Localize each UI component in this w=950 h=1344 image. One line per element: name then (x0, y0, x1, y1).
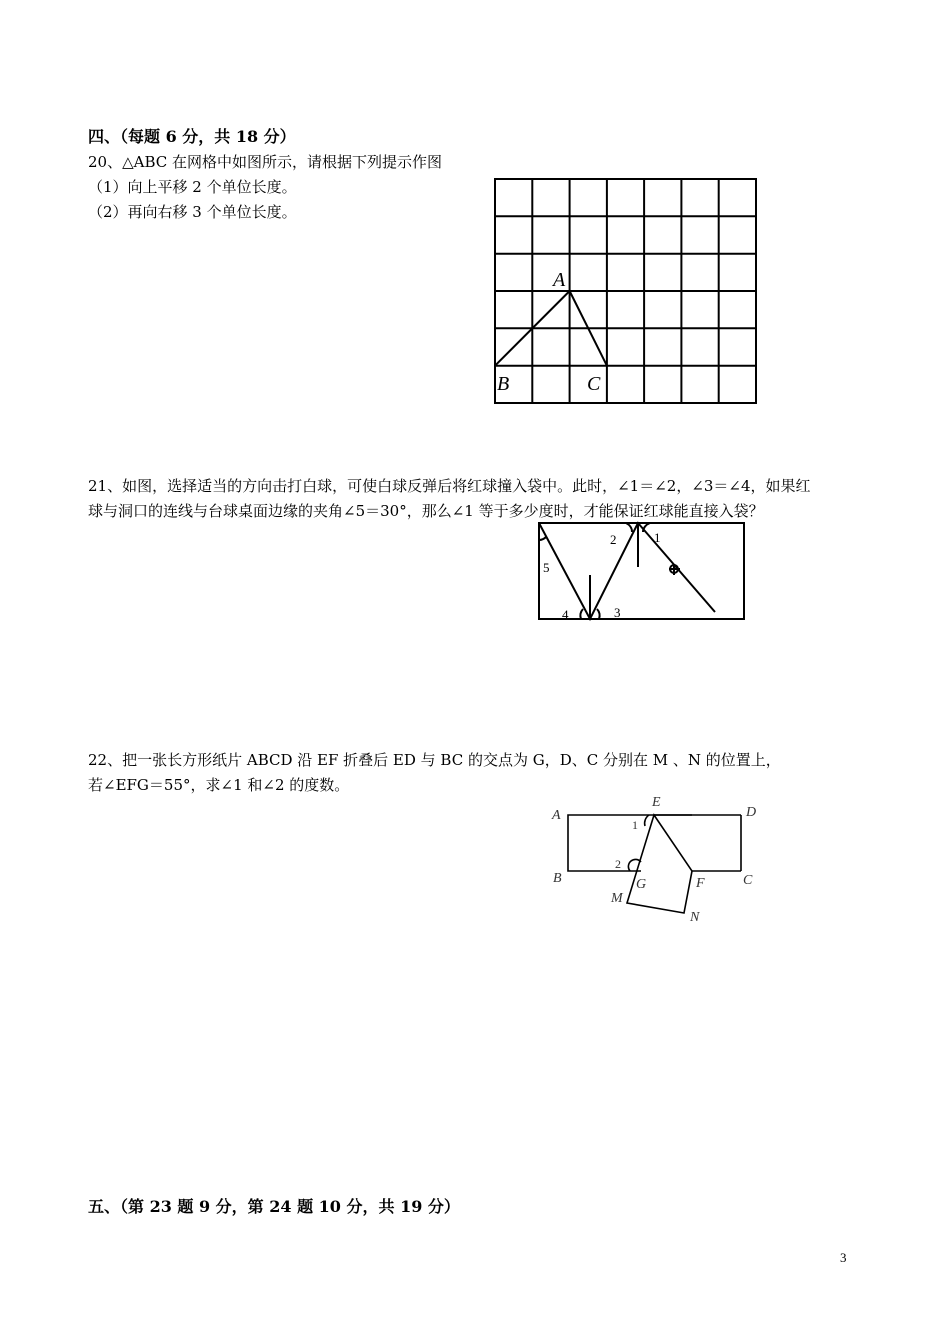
point-m: M (611, 891, 623, 906)
page-number: 3 (840, 1250, 847, 1265)
label-c: C (587, 373, 601, 395)
arc-3 (597, 609, 600, 619)
q20-grid-figure (490, 172, 765, 412)
section-5-heading: 五、（第 23 题 9 分，第 24 题 10 分，共 19 分） (88, 1197, 460, 1216)
q22-line2: 若∠EFG＝55°，求∠1 和∠2 的度数。 (88, 776, 350, 794)
q20-step2: （2）再向右移 3 个单位长度。 (88, 203, 297, 221)
label-a: A (553, 269, 566, 291)
arc-2 (626, 523, 632, 532)
point-f: F (696, 876, 705, 891)
angle-1-label: 1 (654, 530, 661, 545)
q21-line2: 球与洞口的连线与台球桌面边缘的夹角∠5＝30°，那么∠1 等于多少度时，才能保证红球能直接入袋？ (88, 502, 764, 520)
point-e: E (652, 795, 661, 810)
q20-stem: 20、△ABC 在网格中如图所示，请根据下列提示作图 (88, 153, 443, 171)
arc-4 (580, 609, 583, 619)
arc-angle-1 (645, 815, 649, 826)
point-a: A (552, 808, 561, 823)
ball-path (539, 523, 715, 619)
q22-line1: 22、把一张长方形纸片 ABCD 沿 EF 折叠后 ED 与 BC 的交点为 G，D、C 分别在 M 、N 的位置上， (88, 751, 781, 769)
q22-fold-figure (545, 790, 765, 925)
section-4-heading: 四、（每题 6 分，共 18 分） (88, 127, 296, 146)
point-n: N (690, 910, 700, 925)
angle-2-label: 2 (610, 532, 617, 547)
grid-lines (495, 179, 756, 403)
angle-4-label: 4 (562, 607, 569, 622)
angle-5-label: 5 (543, 560, 550, 575)
q21-line1: 21、如图，选择适当的方向击打白球，可使白球反弹后将红球撞入袋中。此时，∠1＝∠2，∠3＝∠4，如果红 (88, 477, 811, 495)
q20-step1: （1）向上平移 2 个单位长度。 (88, 178, 297, 196)
point-g: G (636, 877, 647, 892)
angle-2-label: 2 (615, 857, 621, 871)
point-c: C (743, 873, 753, 888)
arc-5 (539, 537, 546, 540)
q21-billiard-figure (535, 518, 750, 628)
angle-1-label: 1 (632, 818, 638, 832)
point-b: B (553, 871, 562, 886)
label-b: B (497, 373, 510, 395)
point-d: D (746, 805, 757, 820)
angle-3-label: 3 (614, 605, 621, 620)
arc-1 (643, 523, 650, 532)
table-edge (539, 523, 744, 619)
